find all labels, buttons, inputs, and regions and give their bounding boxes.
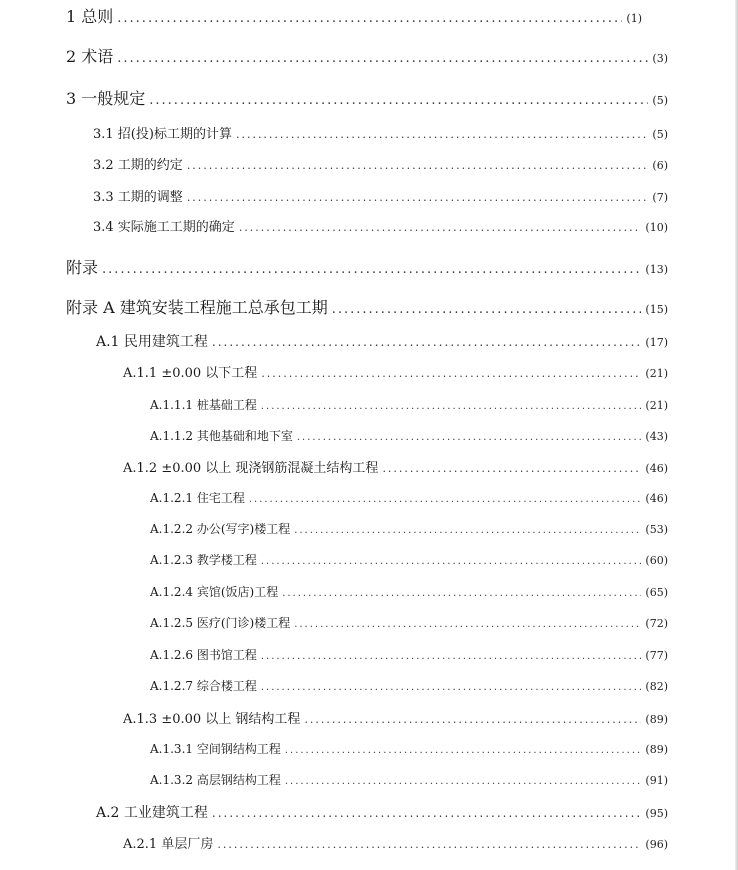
toc-page-number: (6) (652, 159, 668, 172)
toc-page-number: (60) (645, 554, 668, 567)
dot-leader (285, 776, 642, 787)
toc-label: A.1.1.1 桩基础工程 (150, 398, 257, 412)
dot-leader (294, 525, 641, 536)
toc-page-number: (1) (626, 12, 642, 25)
dot-leader (261, 401, 642, 412)
dot-leader (285, 745, 642, 756)
toc-label: 3.4 实际施工工期的确定 (93, 220, 235, 235)
dot-leader (261, 367, 641, 380)
toc-entry-a-1-2-6[interactable] (150, 646, 668, 663)
toc-label: A.1.1.2 其他基础和地下室 (150, 429, 293, 443)
toc-page-number: (5) (652, 94, 668, 107)
dot-leader (297, 432, 642, 443)
toc-entry-appendix[interactable] (66, 255, 668, 278)
toc-page-number: (89) (645, 743, 668, 756)
dot-leader (294, 619, 641, 630)
toc-entry-a-1[interactable] (96, 331, 668, 351)
toc-page-number: (3) (652, 52, 668, 65)
dot-leader (117, 51, 648, 66)
toc-entry-1[interactable] (66, 4, 642, 27)
toc-page-number: (5) (652, 128, 668, 141)
toc-label: 附录 (66, 258, 99, 277)
toc-label: A.1.3.1 空间钢结构工程 (150, 742, 281, 756)
toc-page-number: (95) (645, 807, 668, 820)
toc-label: 附录 A 建筑安装工程施工总承包工期 (66, 298, 328, 317)
toc-label: A.2.1 单层厂房 (123, 837, 214, 852)
toc-entry-a-2[interactable] (96, 802, 668, 822)
toc-label: A.1.1 ±0.00 以下工程 (123, 366, 258, 381)
dot-leader (117, 11, 622, 26)
toc-label: A.1.2.3 教学楼工程 (150, 553, 257, 567)
dot-leader (304, 713, 641, 726)
dot-leader (236, 128, 648, 141)
dot-leader (212, 806, 641, 820)
toc-entry-a-1-1-2[interactable] (150, 427, 668, 444)
toc-entry-a-2-1[interactable] (123, 833, 668, 852)
toc-entry-a-1-1-1[interactable] (150, 396, 668, 413)
toc-page-number: (53) (645, 523, 668, 536)
toc-label: A.1.2 ±0.00 以上 现浇钢筋混凝土结构工程 (123, 461, 379, 476)
toc-entry-appendix-a[interactable] (66, 295, 668, 318)
dot-leader (217, 838, 641, 851)
toc-label: A.1.2.5 医疗(门诊)楼工程 (150, 616, 291, 630)
toc-label: A.1 民用建筑工程 (96, 334, 208, 350)
toc-page-number: (15) (645, 303, 668, 316)
toc-page-number: (43) (645, 430, 668, 443)
dot-leader (382, 462, 641, 475)
toc-label: A.1.2.7 综合楼工程 (150, 679, 257, 693)
toc-page-number: (46) (645, 462, 668, 475)
toc-page-number: (17) (645, 336, 668, 349)
toc-entry-a-1-2-1[interactable] (150, 489, 668, 506)
toc-label: A.1.2.6 图书馆工程 (150, 648, 257, 662)
toc-page-number: (96) (645, 838, 668, 851)
dot-leader (261, 682, 642, 693)
toc-page-number: (91) (645, 774, 668, 787)
toc-page-number: (7) (652, 191, 668, 204)
toc-entry-3-4[interactable] (93, 216, 668, 235)
dot-leader (249, 494, 642, 505)
dot-leader (261, 556, 642, 567)
toc-label: A.1.2.1 住宅工程 (150, 491, 245, 505)
toc-entry-a-1-2-5[interactable] (150, 614, 668, 631)
toc-page-number: (72) (645, 617, 668, 630)
dot-leader (282, 588, 641, 599)
toc-entry-a-1-3[interactable] (123, 708, 668, 727)
dot-leader (332, 302, 642, 317)
toc-label: A.1.2.2 办公(写字)楼工程 (150, 522, 291, 536)
toc-entry-3-1[interactable] (93, 123, 668, 142)
dot-leader (102, 262, 641, 277)
toc-label: A.1.2.4 宾馆(饭店)工程 (150, 585, 279, 599)
toc-label: 3.2 工期的约定 (93, 158, 183, 173)
toc-entry-a-1-1[interactable] (123, 362, 668, 381)
toc-entry-a-1-3-1[interactable] (150, 740, 668, 757)
toc-entry-a-1-3-2[interactable] (150, 771, 668, 788)
toc-entry-3-2[interactable] (93, 154, 668, 173)
toc-label: A.1.3 ±0.00 以上 钢结构工程 (123, 712, 301, 727)
toc-entry-a-1-2-3[interactable] (150, 551, 668, 568)
toc-label: A.2 工业建筑工程 (96, 805, 208, 821)
toc-label: 3 一般规定 (66, 89, 146, 108)
toc-entry-a-1-2-4[interactable] (150, 583, 668, 600)
toc-label: 2 术语 (66, 47, 114, 66)
toc-page-number: (10) (645, 221, 668, 234)
toc-entry-2[interactable] (66, 44, 668, 67)
toc-page-number: (89) (645, 713, 668, 726)
toc-label: 3.3 工期的调整 (93, 190, 183, 205)
toc-page-number: (82) (645, 680, 668, 693)
toc-label: 3.1 招(投)标工期的计算 (93, 127, 232, 142)
dot-leader (261, 651, 642, 662)
toc-page-number: (65) (645, 586, 668, 599)
toc-label: A.1.3.2 高层钢结构工程 (150, 773, 281, 787)
toc-page-number: (13) (645, 263, 668, 276)
toc-entry-3[interactable] (66, 86, 668, 109)
toc-page-number: (46) (645, 492, 668, 505)
dot-leader (187, 191, 649, 204)
toc-entry-a-1-2-2[interactable] (150, 520, 668, 537)
toc-label: 1 总则 (66, 7, 114, 26)
toc-entry-a-1-2[interactable] (123, 457, 668, 476)
toc-page-number: (21) (645, 367, 668, 380)
toc-entry-3-3[interactable] (93, 186, 668, 205)
toc-page-number: (77) (645, 649, 668, 662)
toc-entry-a-1-2-7[interactable] (150, 677, 668, 694)
dot-leader (149, 93, 648, 108)
dot-leader (239, 221, 642, 234)
dot-leader (187, 159, 649, 172)
dot-leader (212, 335, 641, 349)
toc-page-number: (21) (645, 399, 668, 412)
